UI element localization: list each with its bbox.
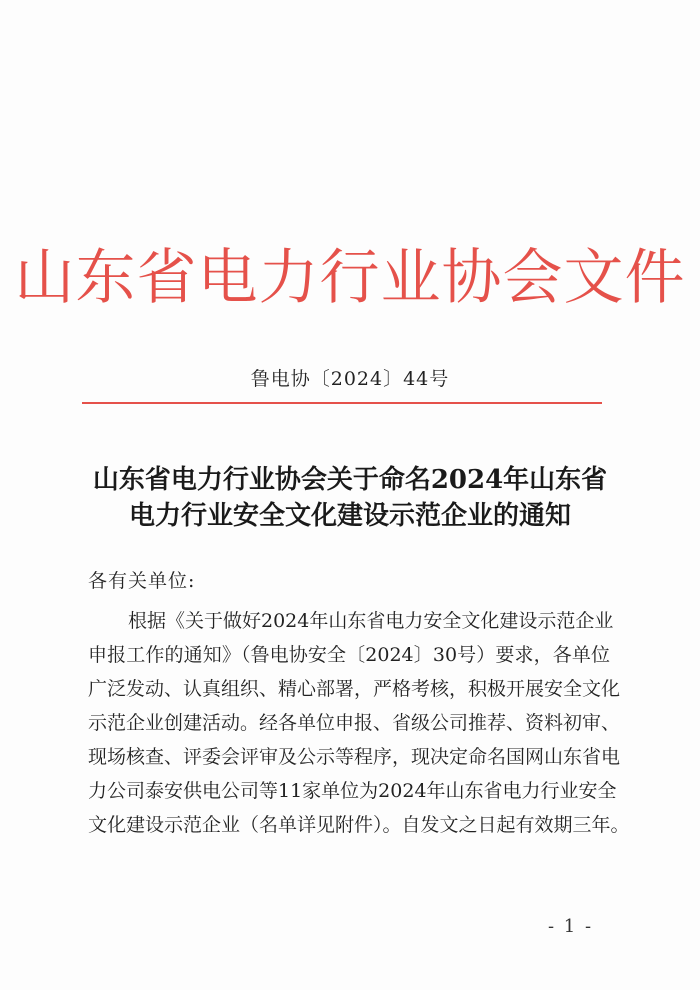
notice-title-line-1: 山东省电力行业协会关于命名2024年山东省 <box>92 465 608 495</box>
page-number: - 1 - <box>548 916 594 937</box>
document-number: 鲁电协〔2024〕44号 <box>250 368 450 390</box>
body-line: 根据《关于做好2024年山东省电力安全文化建设示范企业 <box>128 610 614 632</box>
body-line: 力公司泰安供电公司等11家单位为2024年山东省电力行业安全 <box>88 780 617 802</box>
body-line: 现场核查、评委会评审及公示等程序，现决定命名国网山东省电 <box>88 746 621 768</box>
salutation: 各有关单位: <box>88 570 196 592</box>
body-paragraph <box>88 604 630 842</box>
body-line: 申报工作的通知》（鲁电协安全〔2024〕30号）要求，各单位 <box>88 644 610 666</box>
body-line: 示范企业创建活动。经各单位申报、省级公司推荐、资料初审、 <box>88 712 621 734</box>
red-separator-line <box>82 402 602 404</box>
org-header-title: 山东省电力行业协会文件 <box>14 243 686 313</box>
notice-title-line-2: 电力行业安全文化建设示范企业的通知 <box>128 501 571 531</box>
notice-title <box>0 462 700 534</box>
body-line: 广泛发动、认真组织、精心部署，严格考核，积极开展安全文化 <box>88 678 621 700</box>
body-line: 文化建设示范企业（名单详见附件）。自发文之日起有效期三年。 <box>88 814 630 836</box>
